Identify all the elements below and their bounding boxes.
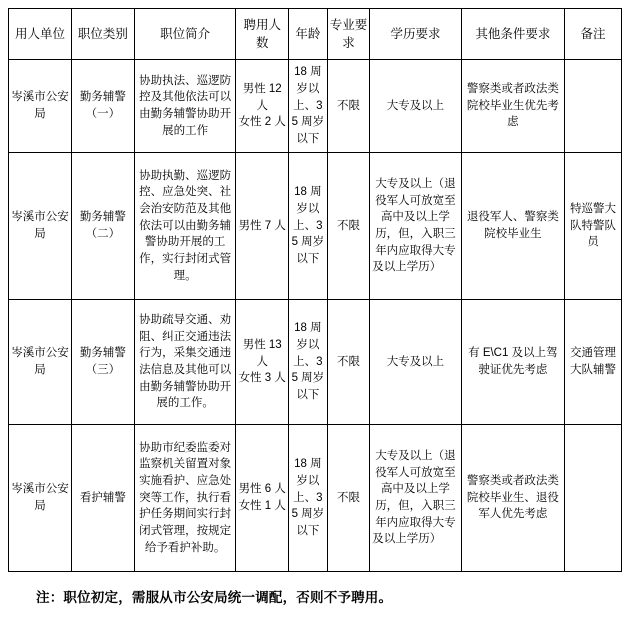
cell-category: 勤务辅警（一） xyxy=(71,60,134,153)
cell-other: 退役军人、警察类院校毕业生 xyxy=(461,153,565,300)
cell-remark xyxy=(565,60,622,153)
column-header-hire-count: 聘用人数 xyxy=(236,9,289,60)
table-row xyxy=(9,300,622,425)
column-header-other: 其他条件要求 xyxy=(461,9,565,60)
hire-female: 女性 1 人 xyxy=(238,500,286,512)
cell-major: 不限 xyxy=(327,425,370,572)
hire-female: 女性 3 人 xyxy=(238,372,286,385)
column-header-remark: 备注 xyxy=(565,9,622,60)
cell-education: 大专及以上 xyxy=(370,60,461,153)
cell-age: 18 周岁以上、35 周岁以下 xyxy=(289,153,328,300)
table-row xyxy=(9,153,622,300)
cell-remark: 交通管理大队辅警 xyxy=(565,300,622,425)
cell-intro: 协助疏导交通、劝阻、纠正交通违法行为，采集交通违法信息及其他可以由勤务辅警协助开展的工作。 xyxy=(134,300,235,425)
hire-male: 男性 6 人 xyxy=(238,483,286,496)
table-row xyxy=(9,425,622,572)
cell-unit: 岑溪市公安局 xyxy=(9,425,72,572)
cell-category: 看护辅警 xyxy=(71,425,134,572)
hire-male: 男性 7 人 xyxy=(238,219,286,232)
cell-age: 18 周岁以上、35 周岁以下 xyxy=(289,300,328,425)
column-header-major: 专业要求 xyxy=(327,9,370,60)
cell-hire-count xyxy=(236,153,289,300)
cell-category: 勤务辅警（二） xyxy=(71,153,134,300)
cell-unit: 岑溪市公安局 xyxy=(9,153,72,300)
table-footnote: 注：职位初定，需服从市公安局统一调配，否则不予聘用。 xyxy=(36,590,393,605)
table-header-row xyxy=(9,9,622,60)
hire-male: 男性 12 人 xyxy=(242,82,282,112)
cell-major: 不限 xyxy=(327,153,370,300)
column-header-category: 职位类别 xyxy=(71,9,134,60)
job-positions-table xyxy=(8,8,622,572)
cell-education: 大专及以上 xyxy=(370,300,461,425)
cell-major: 不限 xyxy=(327,60,370,153)
cell-age: 18 周岁以上、35 周岁以下 xyxy=(289,60,328,153)
column-header-intro: 职位简介 xyxy=(134,9,235,60)
cell-age: 18 周岁以上、35 周岁以下 xyxy=(289,425,328,572)
hire-male: 男性 13 人 xyxy=(242,338,282,368)
cell-hire-count xyxy=(236,425,289,572)
hire-female: 女性 2 人 xyxy=(238,116,286,129)
cell-other: 警察类或者政法类院校毕业生优先考虑 xyxy=(461,60,565,153)
cell-education: 大专及以上（退役军人可放宽至高中及以上学历，但，入职三年内应取得大专及以上学历） xyxy=(370,425,461,572)
cell-unit: 岑溪市公安局 xyxy=(9,300,72,425)
cell-category: 勤务辅警（三） xyxy=(71,300,134,425)
cell-other: 有 E\C1 及以上驾驶证优先考虑 xyxy=(461,300,565,425)
column-header-age: 年龄 xyxy=(289,9,328,60)
table-row xyxy=(9,60,622,153)
column-header-education: 学历要求 xyxy=(370,9,461,60)
cell-unit: 岑溪市公安局 xyxy=(9,60,72,153)
cell-intro: 协助执勤、巡逻防控、应急处突、社会治安防范及其他依法可以由勤务辅警协助开展的工作，实行封闭式管理。 xyxy=(134,153,235,300)
cell-intro: 协助市纪委监委对监察机关留置对象实施看护、应急处突等工作，执行看护任务期间实行封闭式管理，按规定给予看护补助。 xyxy=(134,425,235,572)
cell-education: 大专及以上（退役军人可放宽至高中及以上学历，但，入职三年内应取得大专及以上学历） xyxy=(370,153,461,300)
cell-hire-count xyxy=(236,60,289,153)
cell-intro: 协助执法、巡逻防控及其他依法可以由勤务辅警协助开展的工作 xyxy=(134,60,235,153)
cell-remark xyxy=(565,425,622,572)
cell-remark: 特巡警大队特警队员 xyxy=(565,153,622,300)
cell-other: 警察类或者政法类院校毕业生、退役军人优先考虑 xyxy=(461,425,565,572)
column-header-unit: 用人单位 xyxy=(9,9,72,60)
cell-hire-count xyxy=(236,300,289,425)
cell-major: 不限 xyxy=(327,300,370,425)
